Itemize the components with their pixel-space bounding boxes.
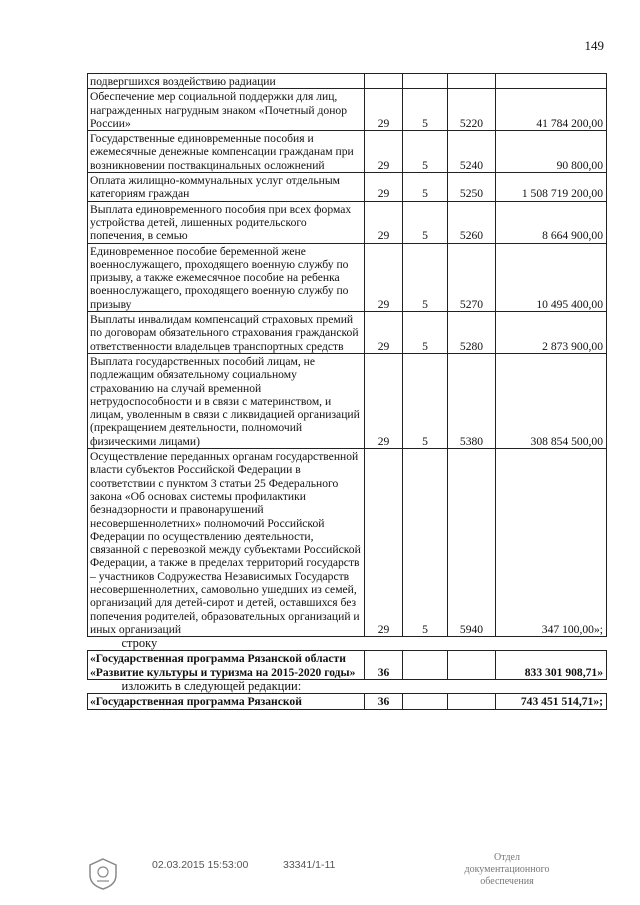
table-row xyxy=(88,89,607,131)
table-row xyxy=(88,312,607,354)
row-code-1 xyxy=(365,74,403,89)
row-name: Оплата жилищно-коммунальных услуг отдельным категориям граждан xyxy=(88,173,365,202)
row-code-1: 29 xyxy=(365,89,403,131)
new-program-name: «Государственная программа Рязанской xyxy=(88,694,365,709)
footer-stamp: Отдел документационного обеспечения xyxy=(464,852,550,887)
instruction-line-redaction xyxy=(88,680,607,694)
row-code-2: 5 xyxy=(403,201,448,243)
row-code-2 xyxy=(403,74,448,89)
row-code-3: 5240 xyxy=(448,131,496,173)
table-row xyxy=(88,74,607,89)
row-amount: 2 873 900,00 xyxy=(496,312,607,354)
row-name: Выплата единовременного пособия при всех формах устройства детей, лишенных родительского попечения, в семью xyxy=(88,201,365,243)
row-code-2: 5 xyxy=(403,131,448,173)
row-name: Единовременное пособие беременной жене военнослужащего, проходящего военную службу по призыву, а также ежемесячное пособие на ребенка военнослужащего, проходящего военную службу по призыву xyxy=(88,243,365,311)
row-code-2: 5 xyxy=(403,312,448,354)
row-amount xyxy=(496,74,607,89)
footer-date: 02.03.2015 15:53:00 xyxy=(152,859,249,871)
row-code-2: 5 xyxy=(403,89,448,131)
old-program-amount: 833 301 908,71» xyxy=(496,651,607,680)
table-row xyxy=(88,449,607,637)
row-code-1: 29 xyxy=(365,201,403,243)
footer-document-code: 33341/1-11 xyxy=(283,859,336,871)
row-name: Выплаты инвалидам компенсаций страховых премий по договорам обязательного страхования гражданской ответственности владельцев транспортных средств xyxy=(88,312,365,354)
table-row xyxy=(88,353,607,448)
new-program-code: 36 xyxy=(365,694,403,709)
old-program-code: 36 xyxy=(365,651,403,680)
empty-cell xyxy=(403,651,448,680)
row-code-3: 5270 xyxy=(448,243,496,311)
row-code-3: 5260 xyxy=(448,201,496,243)
row-code-2: 5 xyxy=(403,173,448,202)
old-program-row xyxy=(88,651,607,680)
empty-cell xyxy=(403,694,448,709)
row-amount: 41 784 200,00 xyxy=(496,89,607,131)
table-row xyxy=(88,201,607,243)
row-name: Осуществление переданных органам государственной власти субъектов Российской Федерации в соответствии с пунктом 3 статьи 25 Федерального закона «Об основах системы профилактики безнадзорности и правонарушений несовершеннолетних» полномочий Российской Федерации по осуществлению деятельности, связанной с перевозкой между субъектами Российской Федерации, а также в пределах территорий государств – участников Содружества Независимых Государств несовершеннолетних, самовольно ушедших из семей, организаций для детей-сирот и детей, оставшихся без попечения родителей, образовательных организаций и иных организаций xyxy=(88,449,365,637)
row-code-3: 5380 xyxy=(448,353,496,448)
row-name: Государственные единовременные пособия и ежемесячные денежные компенсации гражданам при возникновении поствакцинальных осложнений xyxy=(88,131,365,173)
row-name: Обеспечение мер социальной поддержки для лиц, награжденных нагрудным знаком «Почетный донор России» xyxy=(88,89,365,131)
row-amount: 308 854 500,00 xyxy=(496,353,607,448)
row-code-3: 5280 xyxy=(448,312,496,354)
empty-cell xyxy=(448,694,496,709)
row-amount: 1 508 719 200,00 xyxy=(496,173,607,202)
coat-of-arms-icon xyxy=(86,857,120,891)
instruction-text: изложить в следующей редакции: xyxy=(121,679,302,694)
row-amount: 347 100,00»; xyxy=(496,449,607,637)
empty-cell xyxy=(448,651,496,680)
row-code-1: 29 xyxy=(365,353,403,448)
row-code-1: 29 xyxy=(365,449,403,637)
row-code-3: 5220 xyxy=(448,89,496,131)
row-code-3 xyxy=(448,74,496,89)
new-program-amount: 743 451 514,71»; xyxy=(496,694,607,709)
page-number: 149 xyxy=(584,38,604,53)
budget-rows xyxy=(88,74,607,710)
row-amount: 90 800,00 xyxy=(496,131,607,173)
table-row xyxy=(88,243,607,311)
row-code-1: 29 xyxy=(365,131,403,173)
row-amount: 8 664 900,00 xyxy=(496,201,607,243)
row-code-3: 5250 xyxy=(448,173,496,202)
row-code-2: 5 xyxy=(403,449,448,637)
row-code-1: 29 xyxy=(365,312,403,354)
row-code-1: 29 xyxy=(365,243,403,311)
old-program-name: «Государственная программа Рязанской области «Развитие культуры и туризма на 2015-2020 годы» xyxy=(88,651,365,680)
row-name: Выплата государственных пособий лицам, не подлежащим обязательному социальному страхованию на случай временной нетрудоспособности и в связи с материнством, и лицам, уволенным в связи с ликвидацией организаций (прекращением деятельности, полномочий физическими лицами) xyxy=(88,353,365,448)
row-code-2: 5 xyxy=(403,353,448,448)
new-program-row xyxy=(88,694,607,709)
row-name: подвергшихся воздействию радиации xyxy=(88,74,365,89)
instruction-line-stroku xyxy=(88,637,607,651)
table-row xyxy=(88,173,607,202)
row-code-3: 5940 xyxy=(448,449,496,637)
budget-table xyxy=(87,73,607,710)
table-row xyxy=(88,131,607,173)
row-code-1: 29 xyxy=(365,173,403,202)
row-amount: 10 495 400,00 xyxy=(496,243,607,311)
row-code-2: 5 xyxy=(403,243,448,311)
instruction-text: строку xyxy=(121,636,158,651)
